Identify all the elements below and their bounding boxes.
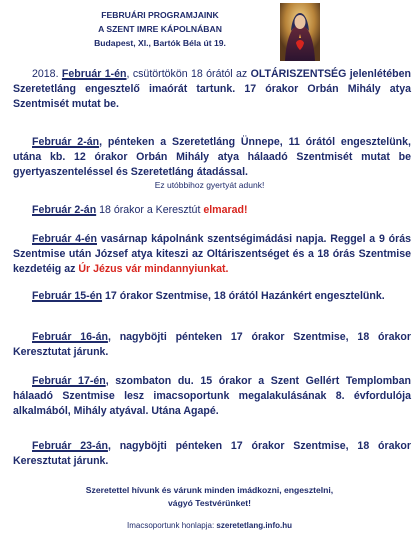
page-header	[40, 8, 280, 50]
website-link[interactable]: szeretetlang.info.hu	[216, 521, 292, 530]
event-highlight: elmarad!	[203, 204, 248, 216]
event-text: 17 órakor Szentmise, 18 órától Hazánkért engesztelünk.	[102, 290, 385, 302]
event-item	[13, 135, 411, 180]
event-item	[13, 374, 411, 419]
closing-line: vágyó Testvérünket!	[168, 498, 251, 508]
event-item	[13, 67, 411, 112]
footer	[0, 520, 419, 531]
header-address: Budapest, XI., Bartók Béla út 19.	[94, 38, 226, 48]
event-date: Február 23-án	[32, 440, 108, 452]
event-date: Február 16-án	[32, 331, 108, 343]
virgin-mary-icon	[280, 3, 320, 61]
header-subtitle: A SZENT IMRE KÁPOLNÁBAN	[98, 24, 222, 34]
event-highlight: OLTÁRISZENTSÉG	[250, 68, 347, 80]
event-date: Február 15-én	[32, 290, 103, 302]
event-item	[13, 330, 411, 360]
virgin-mary-image	[280, 3, 320, 61]
event-year: 2018.	[32, 68, 59, 80]
event-text: 18 órakor a Keresztút	[96, 204, 204, 216]
event-text: jelenlétében Szeretetláng engesztelő imaórát tartunk. 17 órakor Orbán Mihály atya Szentmisét mutat be.	[13, 68, 411, 110]
event-text: , nagyböjti pénteken 17 órakor Szentmise, 18 órakor Keresztutat járunk.	[13, 331, 411, 358]
event-text: , szombaton du. 15 órakor a Szent Gellért Templomban hálaadó Szentmise lesz imacsoportunk megalakulásának 8. évfordulója alkalmából, Mihály atyával. Utána Agapé.	[13, 375, 411, 417]
event-note: Ez utóbbihoz gyertyát adunk!	[154, 180, 265, 190]
event-item	[13, 289, 411, 304]
event-text: , csütörtökön 18 órától az	[126, 68, 251, 80]
event-text: vasárnap kápolnánk szentségimádási napja. Reggel a 9 órás Szentmise után József atya kiteszi az Oltáriszentséget és a 18 órás Szentmise kezdetéig az	[13, 233, 411, 275]
closing-message	[0, 484, 419, 510]
event-item	[13, 232, 411, 277]
closing-line: Szeretettel hívunk és várunk minden imádkozni, engesztelni,	[85, 485, 334, 495]
footer-label: Imacsoportunk honlapja:	[127, 521, 215, 530]
event-date: Február 17-én	[32, 375, 106, 387]
event-date: Február 1-én	[61, 68, 127, 80]
event-text: , pénteken a Szeretetláng Ünnepe, 11 órától engesztelünk, utána kb. 12 órakor Orbán Mihály atya hálaadó Szentmisét mutat be gyertyaszenteléssel és Szeretetláng átadással.	[13, 136, 411, 178]
event-date: Február 2-án	[32, 204, 97, 216]
event-item	[13, 439, 411, 469]
header-title: FEBRUÁRI PROGRAMJAINK	[101, 10, 219, 20]
event-highlight: Úr Jézus vár mindannyiunkat.	[78, 263, 229, 275]
event-text: , nagyböjti pénteken 17 órakor Szentmise, 18 órakor Keresztutat járunk.	[13, 440, 411, 467]
event-item	[13, 203, 411, 218]
event-date: Február 2-án	[32, 136, 100, 148]
event-date: Február 4-én	[32, 233, 97, 245]
